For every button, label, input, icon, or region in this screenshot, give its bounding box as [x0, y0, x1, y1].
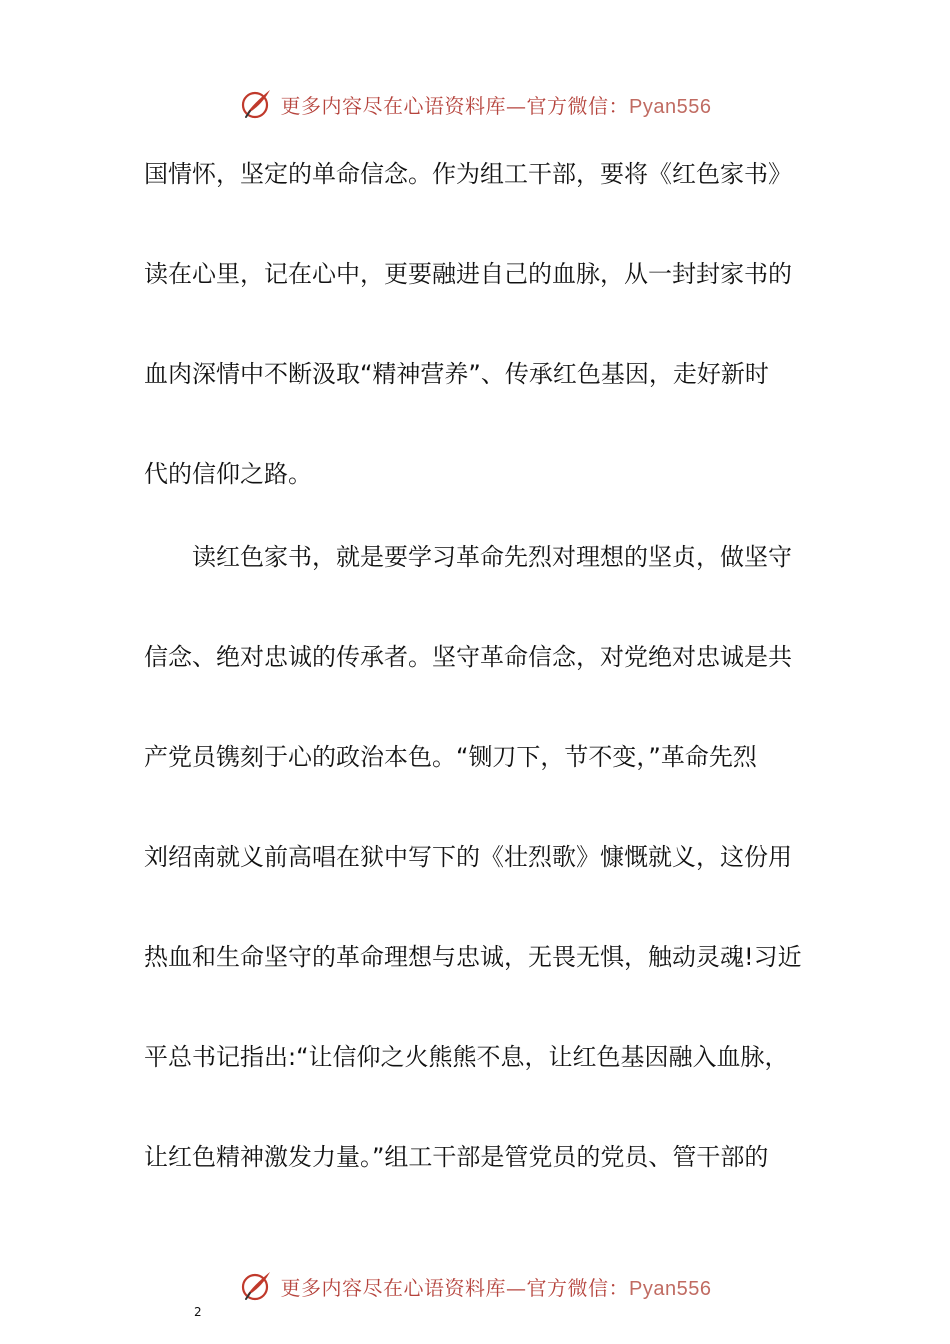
- body-line: 血肉深情中不断汲取“精神营养”、传承红色基因，走好新时: [144, 360, 769, 388]
- body-line: 国情怀，坚定的单命信念。作为组工干部，要将《红色家书》: [144, 160, 792, 188]
- footer-wechat-id: Pyan556: [629, 1277, 712, 1300]
- footer-banner-text: 更多内容尽在心语资料库—官方微信：: [280, 1275, 630, 1300]
- header-banner: [0, 82, 950, 126]
- quill-pen-logo-icon: [239, 87, 273, 121]
- header-banner-text: 更多内容尽在心语资料库—官方微信：: [280, 93, 630, 118]
- body-line: 平总书记指出:“让信仰之火熊熊不息，让红色基因融入血脉，: [144, 1043, 789, 1071]
- header-wechat-id: Pyan556: [629, 95, 712, 118]
- paragraph-first-line: 读红色家书，就是要学习革命先烈对理想的坚贞，做坚守: [192, 543, 792, 571]
- body-line: 产党员镌刻于心的政治本色。“铡刀下，节不变，”革命先烈: [144, 743, 757, 771]
- quill-pen-logo-icon: [239, 1269, 273, 1303]
- body-line: 读在心里，记在心中，更要融进自己的血脉，从一封封家书的: [144, 260, 792, 288]
- body-line: 信念、绝对忠诚的传承者。坚守革命信念，对党绝对忠诚是共: [144, 643, 792, 671]
- footer-banner: [0, 1264, 950, 1308]
- body-line: 让红色精神激发力量。”组工干部是管党员的党员、管干部的: [144, 1143, 769, 1171]
- body-line: 热血和生命坚守的革命理想与忠诚，无畏无惧，触动灵魂!习近: [144, 943, 802, 971]
- body-line: 代的信仰之路。: [144, 460, 312, 488]
- body-line: 刘绍南就义前高唱在狱中写下的《壮烈歌》慷慨就义，这份用: [144, 843, 792, 871]
- page-number: 2: [194, 1305, 202, 1319]
